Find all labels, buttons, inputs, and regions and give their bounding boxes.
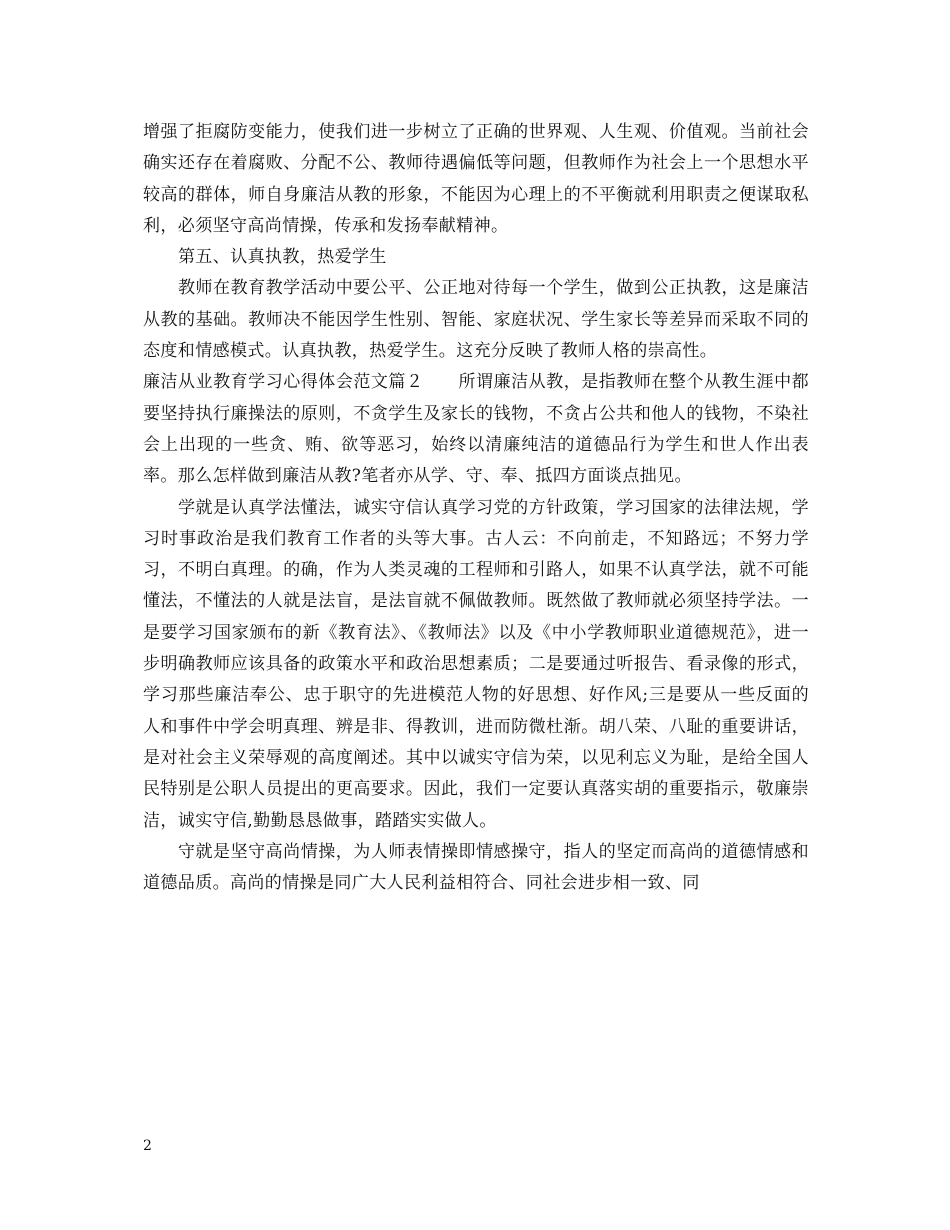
paragraph-continuation: 增强了拒腐防变能力，使我们进一步树立了正确的世界观、人生观、价值观。当前社会确实还存在着腐败、分配不公、教师待遇偏低等问题，但教师作为社会上一个思想水平较高的群体，师自身廉洁从教的形象，不能因为心理上的不平衡就利用职责之便谋取私利，必须坚守高尚情操，传承和发扬奉献精神。 — [143, 122, 809, 236]
body-text — [143, 117, 809, 899]
paragraph-essay-2-intro: 廉洁从业教育学习心得体会范文篇２ 所谓廉洁从教，是指教师在整个从教生涯中都要坚持执行廉操法的原则，不贪学生及家长的钱物，不贪占公共和他人的钱物，不染社会上出现的一些贪、贿、欲等恶习，始终以清廉纯洁的道德品行为学生和世人作出表率。那么怎样做到廉洁从教?笔者亦从学、守、奉、抵四方面谈点拙见。 — [143, 372, 809, 487]
paragraph-learn-law: 学就是认真学法懂法，诚实守信认真学习党的方针政策，学习国家的法律法规，学习时事政治是我们教育工作者的头等大事。古人云：不向前走，不知路远；不努力学习，不明白真理。的确，作为人类灵魂的工程师和引路人，如果不认真学法，就不可能懂法，不懂法的人就是法盲，是法盲就不佩做教师。既然做了教师就必须坚持学法。一是要学习国家颁布的新《教育法》、《教师法》以及《中小学教师职业道德规范》，进一步明确教师应该具备的政策水平和政治思想素质；二是要通过听报告、看录像的形式，学习那些廉洁奉公、忠于职守的先进模范人物的好思想、好作风;三是要从一些反面的人和事件中学会明真理、辨是非、得教训，进而防微杜渐。胡八荣、八耻的重要讲话，是对社会主义荣辱观的高度阐述。其中以诚实守信为荣，以见利忘义为耻，是给全国人民特别是公职人员提出的更高要求。因此，我们一定要认真落实胡的重要指示，敬廉崇洁，诚实守信,勤勤恳恳做事，踏踏实实做人。 — [143, 497, 809, 831]
section-heading-fifth: 第五、认真执教，热爱学生 — [178, 247, 387, 268]
paragraph-keep-integrity: 守就是坚守高尚情操，为人师表情操即情感操守，指人的坚定而高尚的道德情感和道德品质。高尚的情操是同广大人民利益相符合、同社会进步相一致、同 — [143, 841, 809, 894]
page-number: 2 — [143, 1138, 152, 1154]
paragraph-fair-teaching: 教师在教育教学活动中要公平、公正地对待每一个学生，做到公正执教，这是廉洁从教的基础。教师决不能因学生性别、智能、家庭状况、学生家长等差异而采取不同的态度和情感模式。认真执教，热爱学生。这充分反映了教师人格的崇高性。 — [143, 278, 809, 362]
